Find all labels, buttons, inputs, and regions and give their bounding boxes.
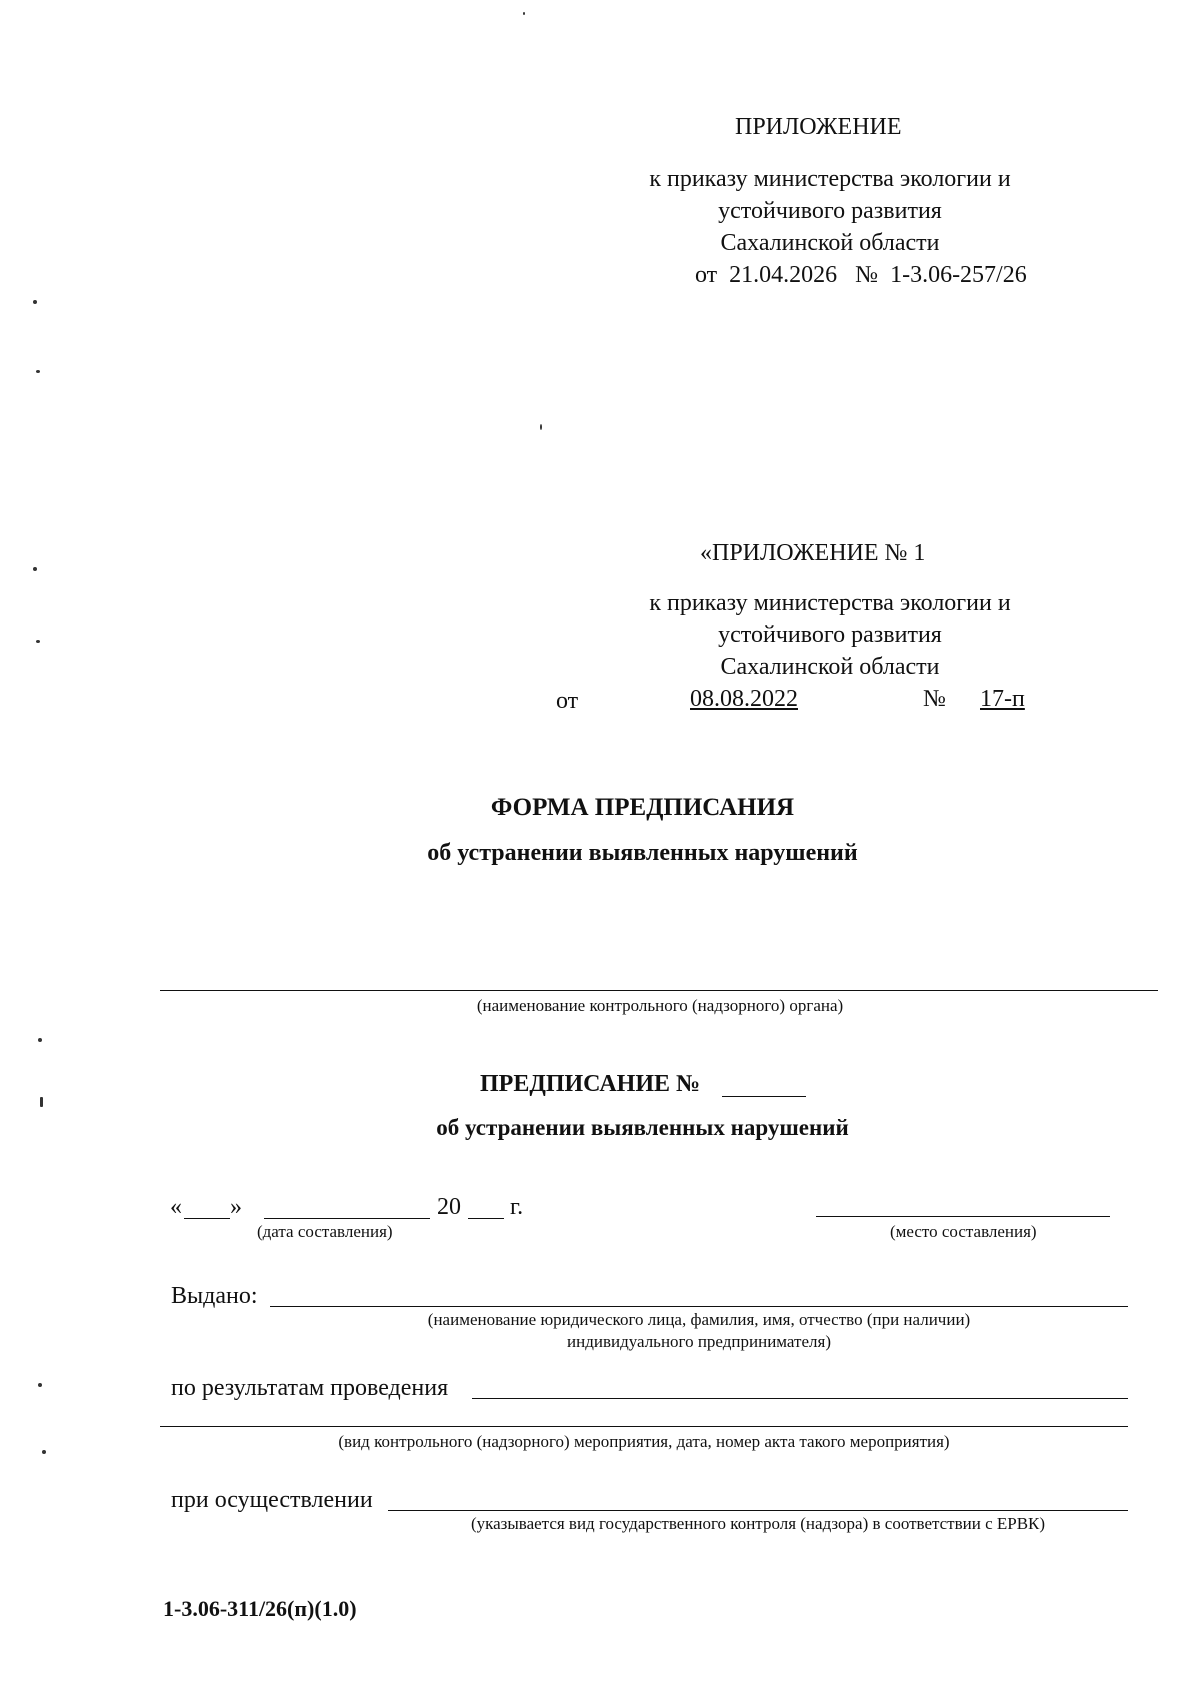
form-heading: ФОРМА ПРЕДПИСАНИЯ bbox=[490, 794, 795, 821]
scan-speck bbox=[38, 1383, 42, 1387]
appendix-1-number-label: № bbox=[923, 686, 946, 712]
date-month-line bbox=[264, 1218, 430, 1219]
implementation-line bbox=[388, 1510, 1128, 1511]
scan-speck bbox=[540, 424, 542, 430]
scan-speck bbox=[38, 1038, 42, 1042]
appendix-1-line-1: к приказу министерства экологии и bbox=[649, 590, 1011, 616]
results-label: по результатам проведения bbox=[171, 1375, 449, 1401]
appendix-line-1: к приказу министерства экологии и bbox=[649, 166, 1011, 192]
control-body-line bbox=[160, 990, 1158, 991]
order-heading: ПРЕДПИСАНИЕ № bbox=[480, 1071, 701, 1097]
form-subheading: об устранении выявленных нарушений bbox=[427, 840, 858, 866]
appendix-1-line-2: устойчивого развития bbox=[718, 622, 942, 648]
results-line-2 bbox=[160, 1426, 1128, 1427]
place-line bbox=[816, 1216, 1110, 1217]
results-caption: (вид контрольного (надзорного) мероприятия, дата, номер акта такого мероприятия) bbox=[338, 1432, 950, 1451]
appendix-1-title: «ПРИЛОЖЕНИЕ № 1 bbox=[700, 540, 926, 566]
scan-speck bbox=[40, 1097, 43, 1107]
issued-label: Выдано: bbox=[171, 1283, 258, 1309]
date-year-line bbox=[468, 1218, 504, 1219]
scan-speck bbox=[42, 1450, 46, 1454]
date-open-quote: « bbox=[170, 1194, 182, 1220]
scan-speck bbox=[36, 640, 40, 643]
control-body-caption: (наименование контрольного (надзорного) органа) bbox=[476, 996, 844, 1015]
appendix-date-line: от 21.04.2026 № 1-3.06-257/26 bbox=[695, 262, 1027, 288]
appendix-line-3: Сахалинской области bbox=[720, 230, 940, 256]
scan-speck bbox=[36, 370, 40, 373]
implementation-label: при осуществлении bbox=[171, 1487, 373, 1513]
implementation-caption: (указывается вид государственного контроля (надзора) в соответствии с ЕРВК) bbox=[470, 1514, 1046, 1533]
appendix-1-date: 08.08.2022 bbox=[690, 686, 798, 712]
appendix-title: ПРИЛОЖЕНИЕ bbox=[735, 114, 902, 140]
appendix-1-from-label: от bbox=[556, 688, 579, 714]
date-close-quote: » bbox=[230, 1194, 242, 1220]
scan-speck bbox=[33, 300, 37, 304]
issued-caption-2: индивидуального предпринимателя) bbox=[567, 1332, 831, 1351]
date-day-line bbox=[184, 1218, 230, 1219]
order-subheading: об устранении выявленных нарушений bbox=[436, 1115, 849, 1140]
order-number-line bbox=[722, 1096, 806, 1097]
date-year-prefix: 20 bbox=[437, 1194, 461, 1220]
appendix-1-line-3: Сахалинской области bbox=[720, 654, 940, 680]
issued-caption-1: (наименование юридического лица, фамилия, имя, отчество (при наличии) bbox=[427, 1310, 971, 1329]
issued-line bbox=[270, 1306, 1128, 1307]
place-caption: (место составления) bbox=[890, 1222, 1037, 1241]
date-year-suffix: г. bbox=[510, 1194, 524, 1220]
scan-speck bbox=[523, 12, 525, 15]
scan-speck bbox=[33, 567, 37, 571]
document-code: 1-3.06-311/26(п)(1.0) bbox=[163, 1596, 357, 1621]
results-line-1 bbox=[472, 1398, 1128, 1399]
date-caption: (дата составления) bbox=[257, 1222, 393, 1241]
appendix-line-2: устойчивого развития bbox=[718, 198, 942, 224]
appendix-1-number: 17-п bbox=[980, 686, 1025, 712]
